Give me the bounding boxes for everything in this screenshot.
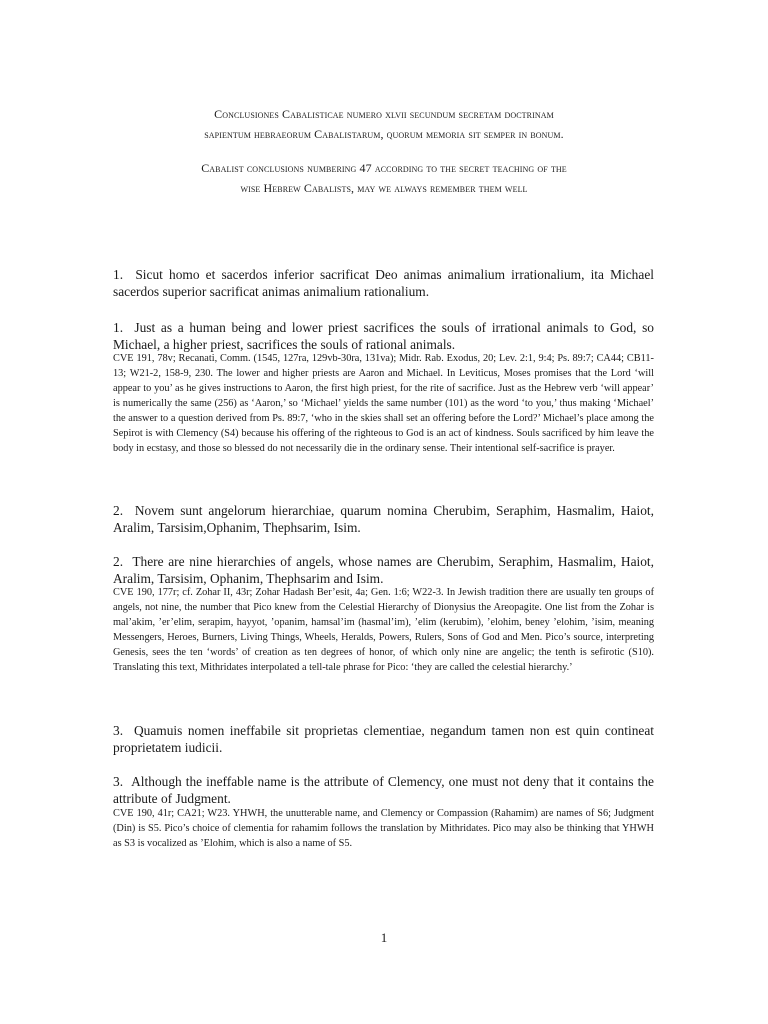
conclusion-2-latin: 2. Novem sunt angelorum hierarchiae, quarum nomina Cherubim, Seraphim, Hasmalim, Haiot, Aralim, Tarsisim,Ophanim, Thephsarim, Isim. <box>113 503 654 535</box>
english-title-line-2: wise Hebrew Cabalists, may we always remember them well <box>240 181 528 195</box>
latin-title <box>100 104 668 144</box>
latin-title-line-2: sapientum hebraeorum Cabalistarum, quorum memoria sit semper in bonum. <box>204 127 564 141</box>
conclusion-1-commentary: CVE 191, 78v; Recanati, Comm. (1545, 127ra, 129vb-30ra, 131va); Midr. Rab. Exodus, 20; Lev. 2:1, 9:4; Ps. 89:7; CA44; CB11-13; W21-2, 158-9, 230. The lower and higher priests are Aaron and Michael. In Leviticus, Moses promises that the Lord ‘will appear to you’ as he gives instructions to Aaron, the first high priest, for the rite of sacrifice. Just as the Hebrew verb ‘will appear’ is numerically the same (256) as ‘Aaron,’ so ‘Michael’ yields the same number (101) as the word ‘to you,’ thus making ‘Michael’ the answer to a question derived from Ps. 89:7, ‘who in the skies shall set an offering before the Lord?’ Michael’s place among the Sepirot is with Clemency (S4) because his offering of the righteous to God is an act of kindness. Souls sacrificed by him leave the body in ecstasy, and those so blessed do not necessarily die in the ordinary sense. Their intentional self-sacrifice is prayer. <box>113 353 654 454</box>
english-title <box>100 158 668 198</box>
latin-title-line-1: Conclusiones Cabalisticae numero xlvii secundum secretam doctrinam <box>214 107 554 121</box>
english-title-line-1: Cabalist conclusions numbering 47 according to the secret teaching of the <box>201 161 567 175</box>
conclusion-1-english: 1. Just as a human being and lower priest sacrifices the souls of irrational animals to God, so Michael, a higher priest, sacrifices the souls of rational animals. <box>113 320 654 352</box>
page-number: 1 <box>380 930 388 945</box>
conclusion-3-commentary: CVE 190, 41r; CA21; W23. YHWH, the unutterable name, and Clemency or Compassion (Rahamim) are names of S6; Judgment (Din) is S5. Pico’s choice of clementia for rahamim follows the translation by Mithridates. Pico may also be thinking that YHWH as S3 is vocalized as ’Elohim, which is also a name of S5. <box>113 808 654 849</box>
conclusion-1-latin: 1. Sicut homo et sacerdos inferior sacrificat Deo animas animalium irrationalium, ita Michael sacerdos superior sacrificat animas animalium rationalium. <box>113 267 654 299</box>
conclusion-3-latin: 3. Quamuis nomen ineffabile sit proprietas clementiae, negandum tamen non est quin contineat proprietatem iudicii. <box>113 723 654 755</box>
conclusion-3-english: 3. Although the ineffable name is the attribute of Clemency, one must not deny that it contains the attribute of Judgment. <box>113 774 654 806</box>
conclusion-2-commentary: CVE 190, 177r; cf. Zohar II, 43r; Zohar Hadash Ber’esit, 4a; Gen. 1:6; W22-3. In Jewish tradition there are usually ten groups of angels, not nine, the number that Pico knew from the Celestial Hierarchy of Dionysius the Areopagite. One list from the Zohar is mal’akim, ’er’elim, serapim, hayyot, ’opanim, hamsal’im (hasmal’im), ’elim (kerubim), ’elohim, beney ’elohim, ’isim, meaning Messengers, Heroes, Burners, Living Things, Wheels, Heralds, Powers, Rulers, Sons of God and Men. Pico’s source, interpreting Genesis, sees the ten ‘words’ of creation as ten degrees of honor, of which only nine are angelic; the tenth is sefirotic (S10). Translating this text, Mithridates interpolated a tell-tale phrase for Pico: ‘they are called the celestial hierarchy.’ <box>113 587 654 673</box>
conclusion-2-english: 2. There are nine hierarchies of angels, whose names are Cherubim, Seraphim, Hasmalim, Haiot, Aralim, Tarsisim, Ophanim, Thephsarim and Isim. <box>113 554 654 586</box>
